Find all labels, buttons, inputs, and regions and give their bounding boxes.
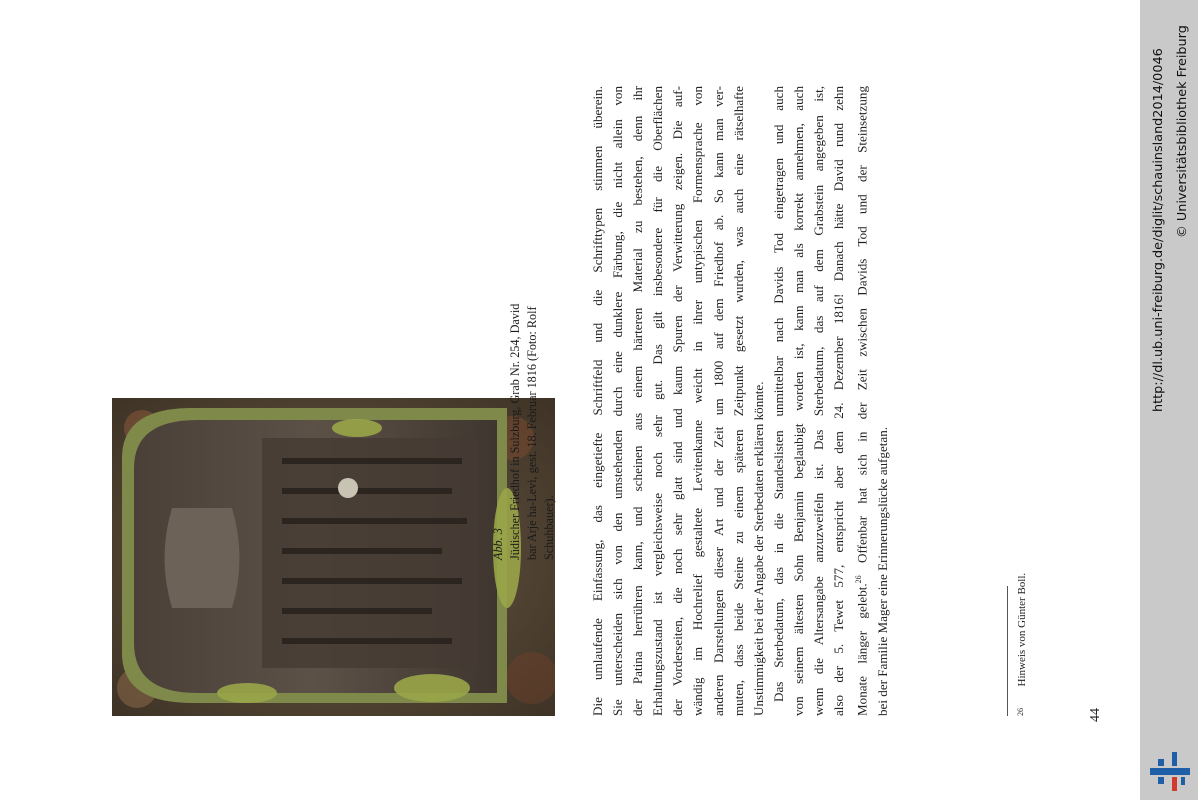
body-line: der Patina herrühren kann, und scheinen aus einem härteren Material zu bestehen, denn ihr <box>630 86 646 716</box>
body-line: Das Sterbedatum, das in die Standeslisten unmittelbar nach Davids Tod eingetragen und auch <box>770 86 786 702</box>
body-line: der Vorderseiten, die noch sehr glatt sind und kaum Spuren der Verwitterung zeigen. Die auf- <box>670 86 686 716</box>
caption-label: Abb. 3 <box>491 528 505 560</box>
caption-line: Schuhbauer). <box>542 495 556 560</box>
body-line: wenn die Altersangabe anzuzweifeln ist. Das Sterbedatum, das auf dem Grabstein angegeben ist, <box>811 86 827 716</box>
body-line: also der 5. Tewet 577, entspricht aber dem 24. Dezember 1816! Danach hätte David rund zehn <box>831 86 847 716</box>
footnote-ref: 26 <box>854 575 864 584</box>
body-text <box>588 86 893 716</box>
source-url-link[interactable]: http://dl.ub.uni-freiburg.de/diglit/schauinsland2014/0046 <box>1151 48 1166 412</box>
body-line: anderen Darstellungen dieser Art und der Zeit um 1800 auf dem Friedhof ab. So kann man ver- <box>710 86 726 716</box>
body-line: bei der Familie Mager eine Erinnerungslücke aufgetan. <box>874 426 890 716</box>
body-line-part: Monate länger gelebt. <box>854 583 870 716</box>
page-number: 44 <box>1088 708 1103 722</box>
body-line: Erhaltungszustand ist vergleichsweise noch sehr gut. Das gilt insbesondere für die Oberflächen <box>650 86 666 716</box>
body-line: Die umlaufende Einfassung, das eingetiefte Schriftfeld und die Schrifttypen stimmen überein. <box>590 86 605 716</box>
footnote-rule <box>1007 586 1008 716</box>
body-line: Sie unterscheiden sich von den umstehenden durch eine dunklere Färbung, die nicht allein von <box>610 86 626 716</box>
body-line: muten, dass beide Steine zu einem späteren Zeitpunkt gesetzt wurden, was auch eine rätselhafte <box>730 86 746 716</box>
caption-line: bar Arje ha-Levi, gest. 18. Februar 1816 (Foto: Rolf <box>525 306 539 560</box>
body-line: wändig im Hochrelief gestaltete Levitenkanne weicht in ihrer untypischen Formensprache von <box>690 86 706 716</box>
caption-line: Jüdischer Friedhof in Sulzburg, Grab Nr. 254, David <box>508 303 522 560</box>
body-line: von seinem ältesten Sohn Benjamin beglaubigt worden ist, kann man als korrekt annehmen, auch <box>790 86 806 716</box>
body-line-part: Offenbar hat sich in der Zeit zwischen Davids Tod und der Steinsetzung <box>854 85 870 576</box>
figure-caption <box>490 304 558 560</box>
gravestone-photo <box>112 398 555 716</box>
body-line <box>849 86 872 716</box>
footnote-text: Hinweis von Günter Boll. <box>1016 572 1028 687</box>
footnote <box>1016 573 1028 716</box>
copyright-notice: © Universitätsbibliothek Freiburg <box>1175 25 1190 238</box>
ub-freiburg-logo[interactable] <box>1148 748 1192 792</box>
footnote-number: 26 <box>1016 708 1025 716</box>
body-line: Unstimmigkeit bei der Angabe der Sterbedaten erklären könnte. <box>750 381 766 716</box>
